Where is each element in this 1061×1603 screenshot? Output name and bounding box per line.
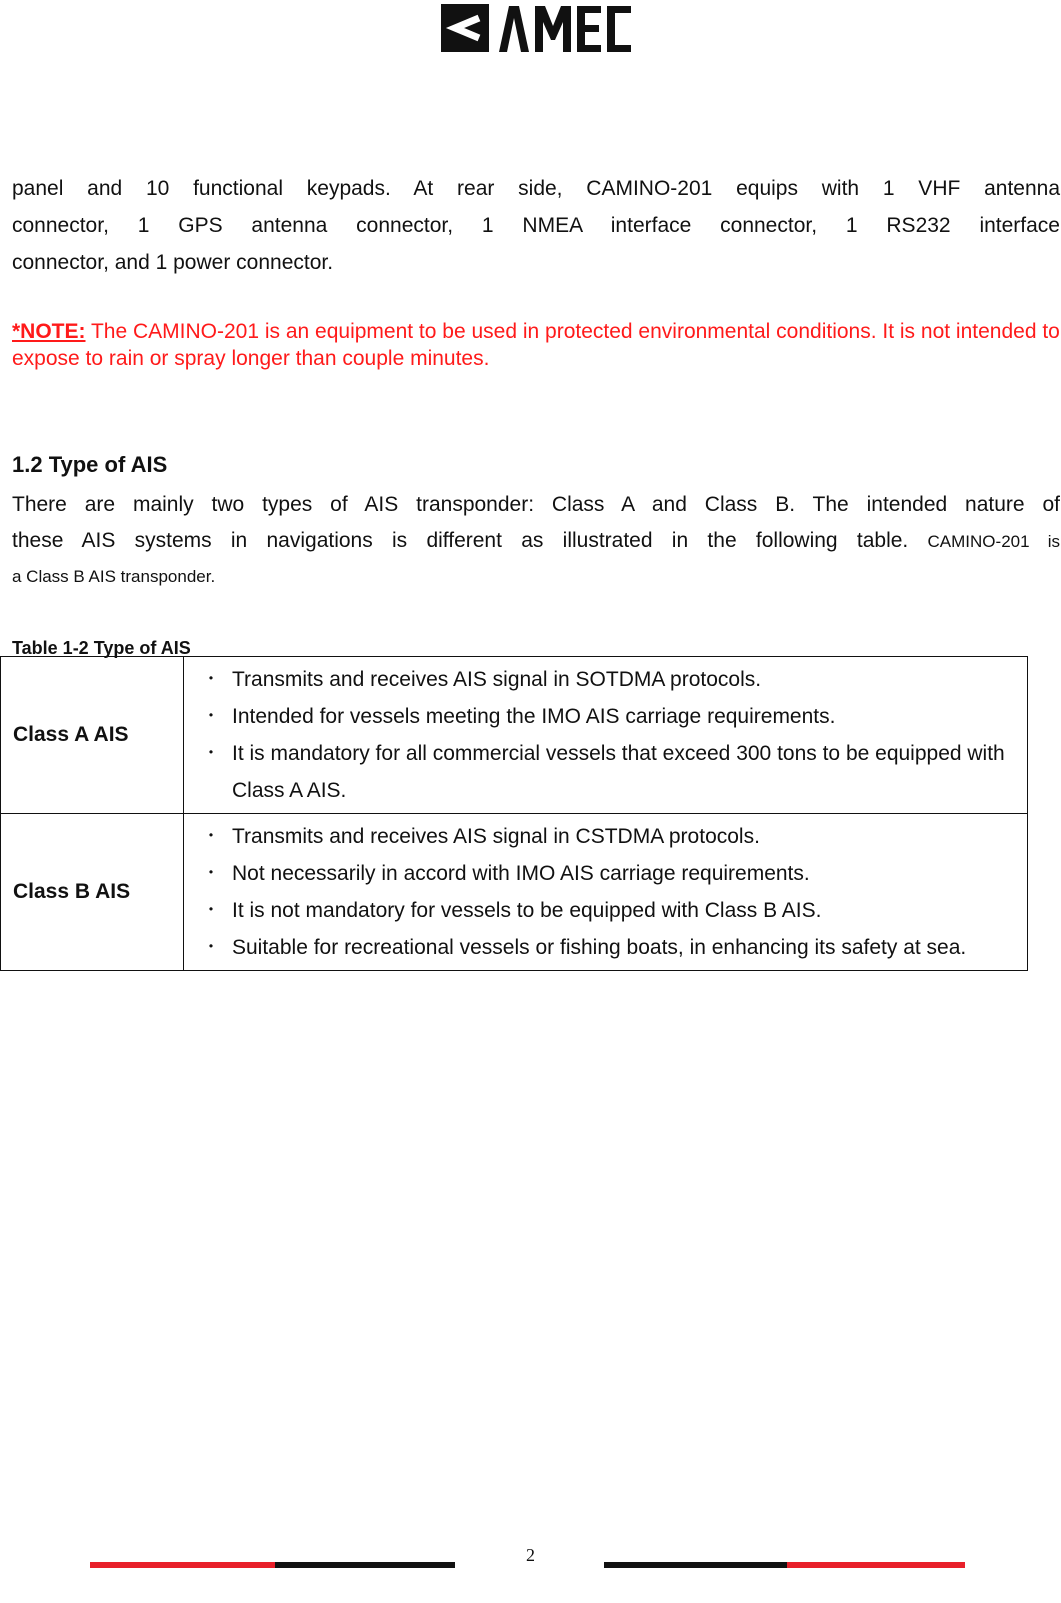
list-item-text: Intended for vessels meeting the IMO AIS carriage requirements.: [232, 705, 836, 728]
row-label: Class B AIS: [1, 814, 184, 971]
list-item: [184, 892, 1023, 929]
table-caption: Table 1-2 Type of AIS: [12, 638, 191, 658]
list-item: [184, 735, 1023, 809]
bullet-list: [184, 818, 1023, 966]
list-item-text: It is mandatory for all commercial vessels that exceed 300 tons to be equipped with Class A AIS.: [232, 742, 1005, 802]
note-label: *NOTE:: [12, 320, 86, 343]
bullet-icon: ・: [202, 937, 220, 957]
section-paragraph: [12, 487, 1060, 594]
list-item-text: It is not mandatory for vessels to be equipped with Class B AIS.: [232, 899, 822, 922]
list-item-text: Transmits and receives AIS signal in SOTDMA protocols.: [232, 668, 762, 691]
intro-line: panel and 10 functional keypads. At rear side, CAMINO-201 equips with 1 VHF antenna: [12, 177, 1060, 200]
table-row: [1, 657, 1028, 814]
footer-bar-black-left: [275, 1562, 455, 1568]
list-item-text: Transmits and receives AIS signal in CSTDMA protocols.: [232, 825, 760, 848]
bullet-icon: ・: [202, 743, 220, 763]
intro-line: connector, and 1 power connector.: [12, 251, 334, 274]
row-details: [184, 814, 1028, 971]
row-details: [184, 657, 1028, 814]
amec-logo: [441, 4, 631, 52]
bullet-list: [184, 661, 1023, 809]
intro-paragraph: [12, 170, 1060, 281]
table-row: [1, 814, 1028, 971]
page-number: 2: [526, 1545, 535, 1565]
section-line-main: these AIS systems in navigations is different as illustrated in the following table.: [12, 529, 928, 552]
section-line: [12, 523, 1060, 560]
list-item-text: Not necessarily in accord with IMO AIS carriage requirements.: [232, 862, 810, 885]
bullet-icon: ・: [202, 863, 220, 883]
footer-bar-red-right: [787, 1562, 965, 1568]
list-item: [184, 661, 1023, 698]
amec-logo-mark: [441, 4, 631, 52]
bullet-icon: ・: [202, 826, 220, 846]
row-label: Class A AIS: [1, 657, 184, 814]
list-item: [184, 929, 1023, 966]
bullet-icon: ・: [202, 669, 220, 689]
environment-note: [12, 318, 1060, 372]
list-item: [184, 698, 1023, 735]
section-line-small: CAMINO-201 is: [927, 532, 1060, 551]
note-text: The CAMINO-201 is an equipment to be used in protected environmental conditions. It is not intended to expose to rain or spray longer than couple minutes.: [12, 320, 1060, 370]
bullet-icon: ・: [202, 900, 220, 920]
list-item: [184, 855, 1023, 892]
ais-types-table: [0, 656, 1028, 971]
bullet-icon: ・: [202, 706, 220, 726]
list-item-text: Suitable for recreational vessels or fishing boats, in enhancing its safety at sea.: [232, 936, 967, 959]
intro-line: connector, 1 GPS antenna connector, 1 NMEA interface connector, 1 RS232 interface: [12, 214, 1060, 237]
footer-bar-red-left: [90, 1562, 275, 1568]
list-item: [184, 818, 1023, 855]
section-heading: 1.2 Type of AIS: [12, 452, 168, 477]
section-line-small: a Class B AIS transponder.: [12, 567, 216, 586]
section-line: There are mainly two types of AIS transponder: Class A and Class B. The intended nature of: [12, 493, 1060, 516]
footer-bar-black-right: [604, 1562, 787, 1568]
